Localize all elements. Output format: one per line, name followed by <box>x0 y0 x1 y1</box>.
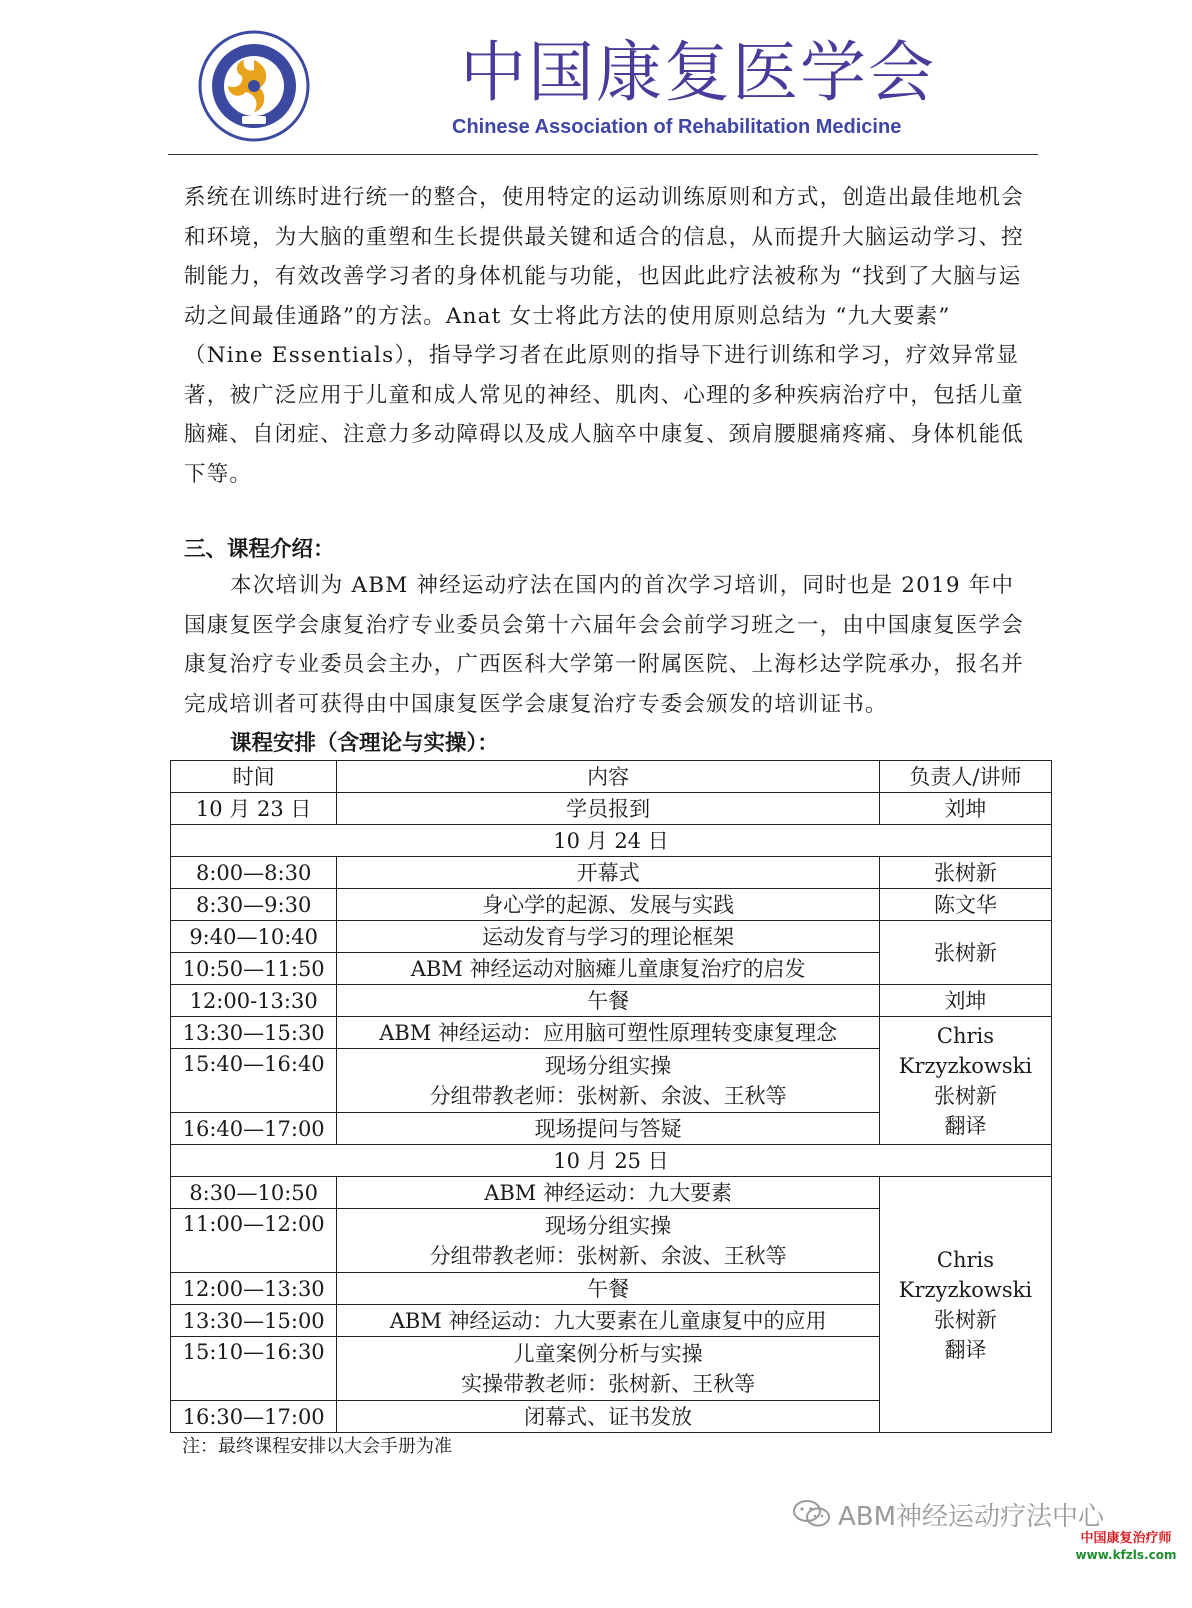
time-cell: 8:30—10:50 <box>171 1177 337 1209</box>
lecturer-line: 翻译 <box>944 1113 987 1138</box>
lecturer-line: 张树新 <box>933 1083 997 1108</box>
letterhead <box>168 20 1038 154</box>
day-label: 10 月 24 日 <box>171 825 1052 857</box>
content-line: 实操带教老师：张树新、王秋等 <box>461 1371 756 1396</box>
lecturer-cell-group <box>879 1177 1051 1433</box>
content-line: 分组带教老师：张树新、余波、王秋等 <box>429 1083 787 1108</box>
course-intro-paragraph: 本次培训为 ABM 神经运动疗法在国内的首次学习培训，同时也是 2019 年中国康复医学会康复治疗专业委员会第十六届年会会前学习班之一，由中国康复医学会康复治疗专业委员会主办，广西医科大学第一附属医院、上海杉达学院承办，报名并完成培训者可获得由中国康复医学会康复治疗专委会颁发的培训证书。 <box>184 573 1024 717</box>
day-label: 10 月 25 日 <box>171 1145 1052 1177</box>
content-cell <box>337 1337 880 1401</box>
time-cell: 11:00—12:00 <box>171 1209 337 1273</box>
lecturer-cell: 刘坤 <box>879 793 1051 825</box>
lecturer-line: Chris <box>936 1247 994 1272</box>
time-cell: 16:40—17:00 <box>171 1113 337 1145</box>
content-line: 现场分组实操 <box>545 1053 672 1078</box>
time-cell: 13:30—15:00 <box>171 1305 337 1337</box>
lecturer-line: 翻译 <box>944 1337 987 1362</box>
header-divider <box>168 154 1038 155</box>
header-lecturer: 负责人/讲师 <box>879 761 1051 793</box>
lecturer-line: 张树新 <box>933 1307 997 1332</box>
lecturer-line: Krzyzkowski <box>898 1053 1033 1078</box>
lecturer-line: Chris <box>936 1023 994 1048</box>
time-cell: 12:00—13:30 <box>171 1273 337 1305</box>
time-cell: 12:00-13:30 <box>171 985 337 1017</box>
content-cell: 运动发育与学习的理论框架 <box>337 921 880 953</box>
content-cell: 午餐 <box>337 1273 880 1305</box>
header-content: 内容 <box>337 761 880 793</box>
content-cell: 学员报到 <box>337 793 880 825</box>
stamp-url: www.kfzls.com <box>1075 1548 1177 1562</box>
watermark-text: ABM神经运动疗法中心 <box>838 1502 1105 1532</box>
content-cell: 身心学的起源、发展与实践 <box>337 889 880 921</box>
stamp-title: 中国康复治疗师 <box>1080 1531 1172 1546</box>
content-line: 儿童案例分析与实操 <box>513 1341 703 1366</box>
table-row <box>171 793 1052 825</box>
lecturer-cell: 张树新 <box>879 857 1051 889</box>
time-cell: 15:10—16:30 <box>171 1337 337 1401</box>
association-seal-icon <box>198 30 310 142</box>
wechat-icon <box>792 1498 832 1537</box>
content-cell: 现场提问与答疑 <box>337 1113 880 1145</box>
lecturer-cell: 张树新 <box>879 921 1051 985</box>
content-cell: ABM 神经运动：九大要素 <box>337 1177 880 1209</box>
content-cell: ABM 神经运动：应用脑可塑性原理转变康复理念 <box>337 1017 880 1049</box>
table-row <box>171 889 1052 921</box>
site-stamp <box>1064 1530 1188 1563</box>
table-row <box>171 1177 1052 1209</box>
org-name-en: Chinese Association of Rehabilitation Medicine <box>452 116 902 138</box>
content-cell: 开幕式 <box>337 857 880 889</box>
schedule-title: 课程安排（含理论与实操）： <box>230 731 499 756</box>
time-cell: 8:30—9:30 <box>171 889 337 921</box>
time-cell: 10 月 23 日 <box>171 793 337 825</box>
table-row <box>171 857 1052 889</box>
content-cell: 闭幕式、证书发放 <box>337 1401 880 1433</box>
lecturer-line: Krzyzkowski <box>898 1277 1033 1302</box>
table-row <box>171 1017 1052 1049</box>
org-name-cn: 中国康复医学会 <box>460 34 936 111</box>
day-row <box>171 825 1052 857</box>
schedule-table <box>170 760 1052 1433</box>
content-line: 分组带教老师：张树新、余波、王秋等 <box>429 1243 787 1268</box>
time-cell: 8:00—8:30 <box>171 857 337 889</box>
content-cell <box>337 1209 880 1273</box>
time-cell: 15:40—16:40 <box>171 1049 337 1113</box>
header-time: 时间 <box>171 761 337 793</box>
table-header-row <box>171 761 1052 793</box>
content-cell: ABM 神经运动：九大要素在儿童康复中的应用 <box>337 1305 880 1337</box>
lecturer-cell: 刘坤 <box>879 985 1051 1017</box>
table-row <box>171 985 1052 1017</box>
lecturer-cell-group <box>879 1017 1051 1145</box>
watermark <box>792 1496 1104 1537</box>
section-title-course-intro: 三、课程介绍： <box>184 537 335 562</box>
time-cell: 16:30—17:00 <box>171 1401 337 1433</box>
time-cell: 9:40—10:40 <box>171 921 337 953</box>
time-cell: 13:30—15:30 <box>171 1017 337 1049</box>
day-row <box>171 1145 1052 1177</box>
intro-paragraph: 系统在训练时进行统一的整合，使用特定的运动训练原则和方式，创造出最佳地机会和环境，为大脑的重塑和生长提供最关键和适合的信息，从而提升大脑运动学习、控制能力，有效改善学习者的身体机能与功能，也因此此疗法被称为 “找到了大脑与运动之间最佳通路”的方法。Anat 女士将此方法的使用原则总结为 “九大要素” （Nine Essentials），指导学习者在此原则的指导下进行训练和学习，疗效异常显著，被广泛应用于儿童和成人常见的神经、肌肉、心理的多种疾病治疗中，包括儿童脑瘫、自闭症、注意力多动障碍以及成人脑卒中康复、颈肩腰腿痛疼痛、身体机能低下等。 <box>184 185 1024 487</box>
content-cell: 午餐 <box>337 985 880 1017</box>
table-row <box>171 921 1052 953</box>
content-cell: ABM 神经运动对脑瘫儿童康复治疗的启发 <box>337 953 880 985</box>
content-cell <box>337 1049 880 1113</box>
time-cell: 10:50—11:50 <box>171 953 337 985</box>
lecturer-cell: 陈文华 <box>879 889 1051 921</box>
content-line: 现场分组实操 <box>545 1213 672 1238</box>
schedule-note: 注：最终课程安排以大会手册为准 <box>182 1436 452 1457</box>
